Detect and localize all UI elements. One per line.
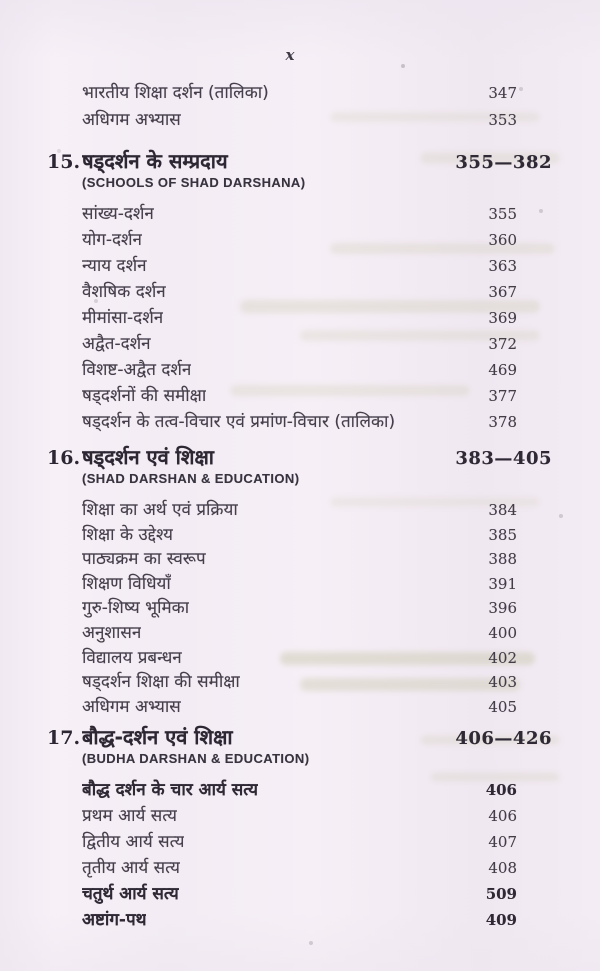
- toc-item-row: [0, 669, 600, 694]
- toc-item-label: शिक्षा का अर्थ एवं प्रक्रिया: [82, 500, 238, 520]
- toc-item-label: शिक्षा के उद्देश्य: [82, 524, 174, 545]
- toc-item-label: षड्दर्शन शिक्षा की समीक्षा: [82, 672, 240, 693]
- toc-item-row: [0, 107, 600, 134]
- toc-item-page-number: 372: [488, 335, 517, 353]
- toc-section-page-range: 383—405: [455, 448, 552, 469]
- toc-item-page-number: 391: [488, 574, 517, 593]
- toc-section-title: षड्दर्शन के सम्प्रदाय: [82, 149, 228, 173]
- toc-section-page-range: 355—382: [455, 152, 552, 173]
- toc-section-number: 15.: [47, 151, 81, 173]
- toc-item-label: षड्दर्शन के तत्व-विचार एवं प्रमांण-विचार (तालिका): [82, 412, 396, 432]
- toc-item-page-number: 405: [488, 697, 517, 716]
- toc-section-number: 16.: [47, 447, 81, 469]
- toc-section-title: बौद्ध-दर्शन एवं शिक्षा: [82, 725, 233, 750]
- scan-noise-specks: [0, 0, 2, 2]
- toc-section-subtitle: (SCHOOLS OF SHAD DARSHANA): [82, 175, 306, 190]
- toc-item-label: अष्टांग-पथ: [82, 910, 147, 931]
- toc-item-page-number: 355: [488, 205, 517, 223]
- toc-item-page-number: 363: [488, 257, 517, 275]
- toc-item-row: [0, 331, 600, 357]
- toc-item-page-number: 403: [488, 673, 517, 692]
- toc-item-label: विशष्ट-अद्वैत दर्शन: [82, 360, 192, 380]
- toc-item-row: [0, 80, 600, 107]
- toc-item-label: शिक्षण विधियाँ: [82, 573, 171, 594]
- toc-item-row: [0, 620, 600, 645]
- toc-item-page-number: 369: [488, 309, 517, 327]
- toc-section-heading: [0, 443, 600, 471]
- toc-item-page-number: 360: [488, 231, 517, 249]
- toc-item-row: [0, 777, 600, 803]
- toc-item-row: [0, 907, 600, 933]
- toc-section-page-range: 406—426: [455, 728, 552, 750]
- toc-item-row: [0, 253, 600, 279]
- toc-item-page-number: 388: [488, 550, 517, 569]
- toc-item-page-number: 406: [485, 781, 517, 800]
- toc-item-page-number: 377: [488, 387, 517, 405]
- toc-item-label: योग-दर्शन: [82, 230, 142, 250]
- toc-item-page-number: 384: [488, 501, 517, 519]
- toc-item-page-number: 402: [488, 648, 517, 667]
- toc-item-label: अधिगम अभ्यास: [82, 696, 181, 717]
- toc-item-page-number: 396: [488, 599, 517, 618]
- table-of-contents: [0, 80, 600, 933]
- toc-item-label: पाठ्यक्रम का स्वरूप: [82, 549, 206, 570]
- toc-item-row: [0, 201, 600, 227]
- page-folio: x: [285, 46, 295, 64]
- toc-item-page-number: 469: [488, 361, 517, 379]
- toc-item-label: बौद्ध दर्शन के चार आर्य सत्य: [82, 780, 259, 801]
- toc-item-row: [0, 855, 600, 881]
- toc-section-heading: [0, 147, 600, 175]
- toc-item-label: अनुशासन: [82, 622, 142, 643]
- toc-item-page-number: 509: [485, 885, 517, 904]
- toc-item-row: [0, 522, 600, 547]
- toc-item-page-number: 406: [488, 807, 517, 826]
- toc-section-subtitle: (SHAD DARSHAN & EDUCATION): [82, 471, 300, 486]
- toc-item-label: तृतीय आर्य सत्य: [82, 858, 180, 879]
- toc-item-row: [0, 305, 600, 331]
- toc-item-label: मीमांसा-दर्शन: [82, 308, 164, 328]
- toc-item-row: [0, 829, 600, 855]
- toc-item-row: [0, 803, 600, 829]
- toc-item-label: अधिगम अभ्यास: [82, 110, 181, 130]
- toc-section-items: [0, 497, 600, 718]
- toc-item-row: [0, 694, 600, 719]
- toc-section-items: [0, 777, 600, 933]
- toc-item-label: विद्यालय प्रबन्धन: [82, 647, 182, 668]
- toc-item-row: [0, 497, 600, 522]
- toc-item-page-number: 409: [485, 911, 517, 930]
- toc-item-row: [0, 881, 600, 907]
- toc-section-subtitle: (BUDHA DARSHAN & EDUCATION): [82, 751, 310, 767]
- toc-item-label: अद्वैत-दर्शन: [82, 334, 151, 354]
- toc-item-label: गुरु-शिष्य भूमिका: [82, 598, 190, 619]
- toc-section-items: [0, 201, 600, 435]
- toc-item-label: चतुर्थ आर्य सत्य: [82, 884, 179, 905]
- toc-item-row: [0, 546, 600, 571]
- toc-item-row: [0, 279, 600, 305]
- toc-item-label: सांख्य-दर्शन: [82, 204, 154, 224]
- toc-item-label: प्रथम आर्य सत्य: [82, 806, 178, 827]
- toc-item-page-number: 385: [488, 525, 517, 544]
- toc-section-title: षड्दर्शन एवं शिक्षा: [82, 445, 214, 469]
- toc-item-label: न्याय दर्शन: [82, 256, 147, 276]
- toc-item-row: [0, 571, 600, 596]
- toc-item-label: द्वितीय आर्य सत्य: [82, 832, 185, 853]
- toc-item-row: [0, 409, 600, 435]
- toc-item-page-number: 407: [488, 833, 517, 852]
- toc-item-page-number: 347: [488, 84, 517, 102]
- toc-item-page-number: 353: [488, 111, 517, 129]
- toc-section-heading: [0, 723, 600, 751]
- toc-item-row: [0, 357, 600, 383]
- toc-item-label: भारतीय शिक्षा दर्शन (तालिका): [82, 83, 269, 103]
- toc-section-number: 17.: [47, 727, 81, 750]
- toc-item-page-number: 400: [488, 623, 517, 642]
- toc-item-page-number: 378: [488, 413, 517, 431]
- toc-item-row: [0, 383, 600, 409]
- toc-item-page-number: 408: [488, 859, 517, 878]
- toc-item-label: वैशषिक दर्शन: [82, 282, 166, 302]
- toc-item-page-number: 367: [488, 283, 517, 301]
- toc-item-label: षड्दर्शनों की समीक्षा: [82, 386, 207, 406]
- toc-item-row: [0, 227, 600, 253]
- toc-item-row: [0, 595, 600, 620]
- toc-item-row: [0, 645, 600, 670]
